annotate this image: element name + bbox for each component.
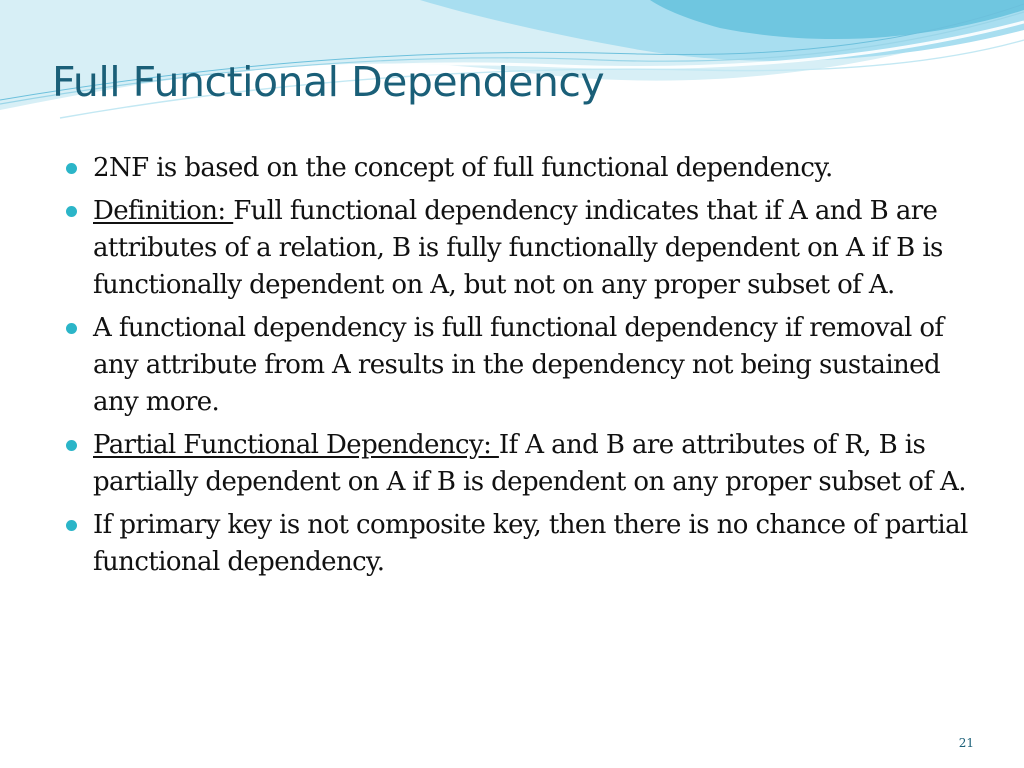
bullet-dot-icon [66, 323, 77, 334]
bullet-item [66, 507, 971, 581]
bullet-dot-icon [66, 163, 77, 174]
bullet-item [66, 193, 971, 304]
definition-term: Definition: [93, 196, 234, 226]
partial-dependency-term: Partial Functional Dependency: [93, 430, 499, 460]
bullet-text: Full functional dependency indicates that if A and B are attributes of a relation, B is fully functionally dependent on A if B is functionally dependent on A, but not on any proper subset of A. [93, 196, 943, 300]
bullet-list [66, 150, 971, 587]
bullet-dot-icon [66, 520, 77, 531]
slide-title: Full Functional Dependency [52, 58, 605, 106]
bullet-text: A functional dependency is full functional dependency if removal of any attribute from A results in the dependency not being sustained any more. [93, 313, 944, 417]
bullet-item [66, 150, 971, 187]
bullet-text: 2NF is based on the concept of full functional dependency. [93, 153, 833, 183]
bullet-text: If primary key is not composite key, then there is no chance of partial functional dependency. [93, 510, 968, 577]
bullet-item [66, 427, 971, 501]
bullet-text: If A and B are attributes of R, B is partially dependent on A if B is dependent on any proper subset of A. [93, 430, 966, 497]
bullet-dot-icon [66, 206, 77, 217]
bullet-dot-icon [66, 440, 77, 451]
bullet-item [66, 310, 971, 421]
page-number: 21 [958, 736, 974, 750]
